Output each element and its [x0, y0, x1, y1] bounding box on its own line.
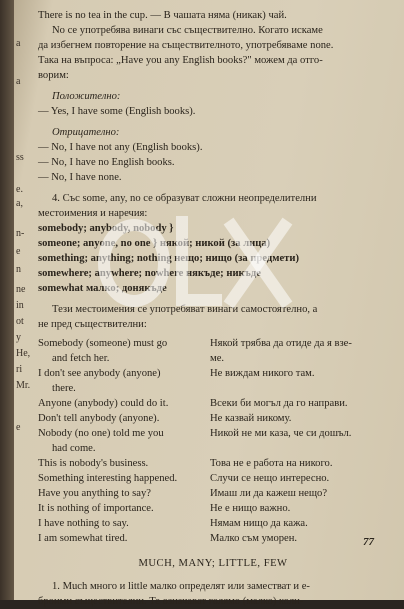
left-page-margin — [14, 0, 30, 600]
example-bg: Някой трябва да отиде да я взе- — [210, 338, 352, 349]
page-number: 77 — [363, 536, 374, 548]
example-en: had come. — [52, 443, 96, 454]
examples-table — [38, 336, 388, 546]
pronoun-line: somebody; anybody, nobody } — [38, 223, 174, 234]
margin-fragment: Mr. — [16, 380, 31, 391]
example-line: — No, I have no English books. — [38, 157, 175, 168]
example-en: I have nothing to say. — [38, 518, 129, 529]
example-bg: Не виждам никого там. — [210, 368, 315, 379]
example-bg: Нямам нищо да кажа. — [210, 518, 308, 529]
example-en: Something interesting happened. — [38, 473, 178, 484]
margin-fragment: ne — [16, 284, 26, 295]
text-line: 1. Much много и little малко определят или заместват и е- — [52, 581, 310, 592]
label-negative: Отрицателно: — [52, 127, 120, 138]
example-bg: Това не е работа на никого. — [210, 458, 333, 469]
margin-fragment: a, — [16, 198, 23, 209]
example-line: — No, I have none. — [38, 172, 122, 183]
margin-fragment: n- — [16, 228, 25, 239]
margin-fragment: ot — [16, 316, 24, 327]
text-line: There is no tea in the cup. — В чашата няма (никак) чай. — [38, 10, 287, 21]
text-line: No се употребява винаги със съществително. Когато искаме — [52, 25, 323, 36]
text-line: Така на въпроса: „Have you any English books?" можем да отго- — [38, 55, 323, 66]
margin-fragment: He, — [16, 348, 31, 359]
example-en: I don't see anybody (anyone) — [38, 368, 161, 379]
example-en: Somebody (someone) must go — [38, 338, 168, 349]
example-bg: ме. — [210, 353, 225, 364]
example-en: I am somewhat tired. — [38, 533, 128, 544]
text-line: 4. Със some, any, no се образуват сложни неопределителни — [52, 193, 317, 204]
margin-fragment: y — [16, 332, 21, 343]
example-en: Anyone (anybody) could do it. — [38, 398, 169, 409]
pronoun-line: something; anything; nothing нещо; нищо (за предмети) — [38, 253, 299, 264]
margin-fragment: a — [16, 76, 21, 87]
text-line: не пред съществителни: — [38, 319, 147, 330]
example-bg: Никой не ми каза, че си дошъл. — [210, 428, 352, 439]
example-bg: Малко съм уморен. — [210, 533, 298, 544]
example-bg: Случи се нещо интересно. — [210, 473, 330, 484]
pronoun-line: somewhat малко; донякъде — [38, 283, 167, 294]
example-line: — Yes, I have some (English books). — [38, 106, 196, 117]
example-bg — [210, 441, 388, 456]
olx-watermark — [92, 208, 312, 318]
margin-fragment: n — [16, 264, 21, 275]
margin-fragment: e — [16, 422, 21, 433]
example-line: — No, I have not any (English books). — [38, 142, 203, 153]
margin-fragment: e — [16, 246, 21, 257]
example-bg: Имаш ли да кажеш нещо? — [210, 488, 328, 499]
example-en: there. — [52, 383, 76, 394]
example-en: and fetch her. — [52, 353, 110, 364]
margin-fragment: in — [16, 300, 24, 311]
section-heading: MUCH, MANY; LITTLE, FEW — [138, 558, 288, 569]
text-line: да избегнем повторение на съществителното, употребяваме none. — [38, 40, 334, 51]
label-positive: Положително: — [52, 91, 121, 102]
example-en: This is nobody's business. — [38, 458, 149, 469]
example-en: Have you anything to say? — [38, 488, 151, 499]
pronoun-line: someone; anyone, no one } някой; никой (за лица) — [38, 238, 271, 249]
example-bg: Всеки би могъл да го направи. — [210, 398, 348, 409]
pronoun-line: somewhere; anywhere; nowhere някъде; никъде — [38, 268, 261, 279]
example-en: Nobody (no one) told me you — [38, 428, 164, 439]
text-line: броими съществителни. Те означават голямо (малко) коли- — [38, 596, 304, 607]
example-en: It is nothing of importance. — [38, 503, 154, 514]
margin-fragment: a — [16, 38, 21, 49]
example-bg — [210, 381, 388, 396]
margin-fragment: ss — [16, 152, 24, 163]
text-line: местоимения и наречия: — [38, 208, 148, 219]
margin-fragment: e. — [16, 184, 23, 195]
example-bg: Не е нищо важно. — [210, 503, 291, 514]
text-line: ворим: — [38, 70, 69, 81]
example-en: Don't tell anybody (anyone). — [38, 413, 160, 424]
example-bg: Не казвай никому. — [210, 413, 292, 424]
text-line: Тези местоимения се употребяват винаги самостоятелно, а — [52, 304, 318, 315]
margin-fragment: ri — [16, 364, 23, 375]
olx-logo-icon — [92, 208, 312, 318]
